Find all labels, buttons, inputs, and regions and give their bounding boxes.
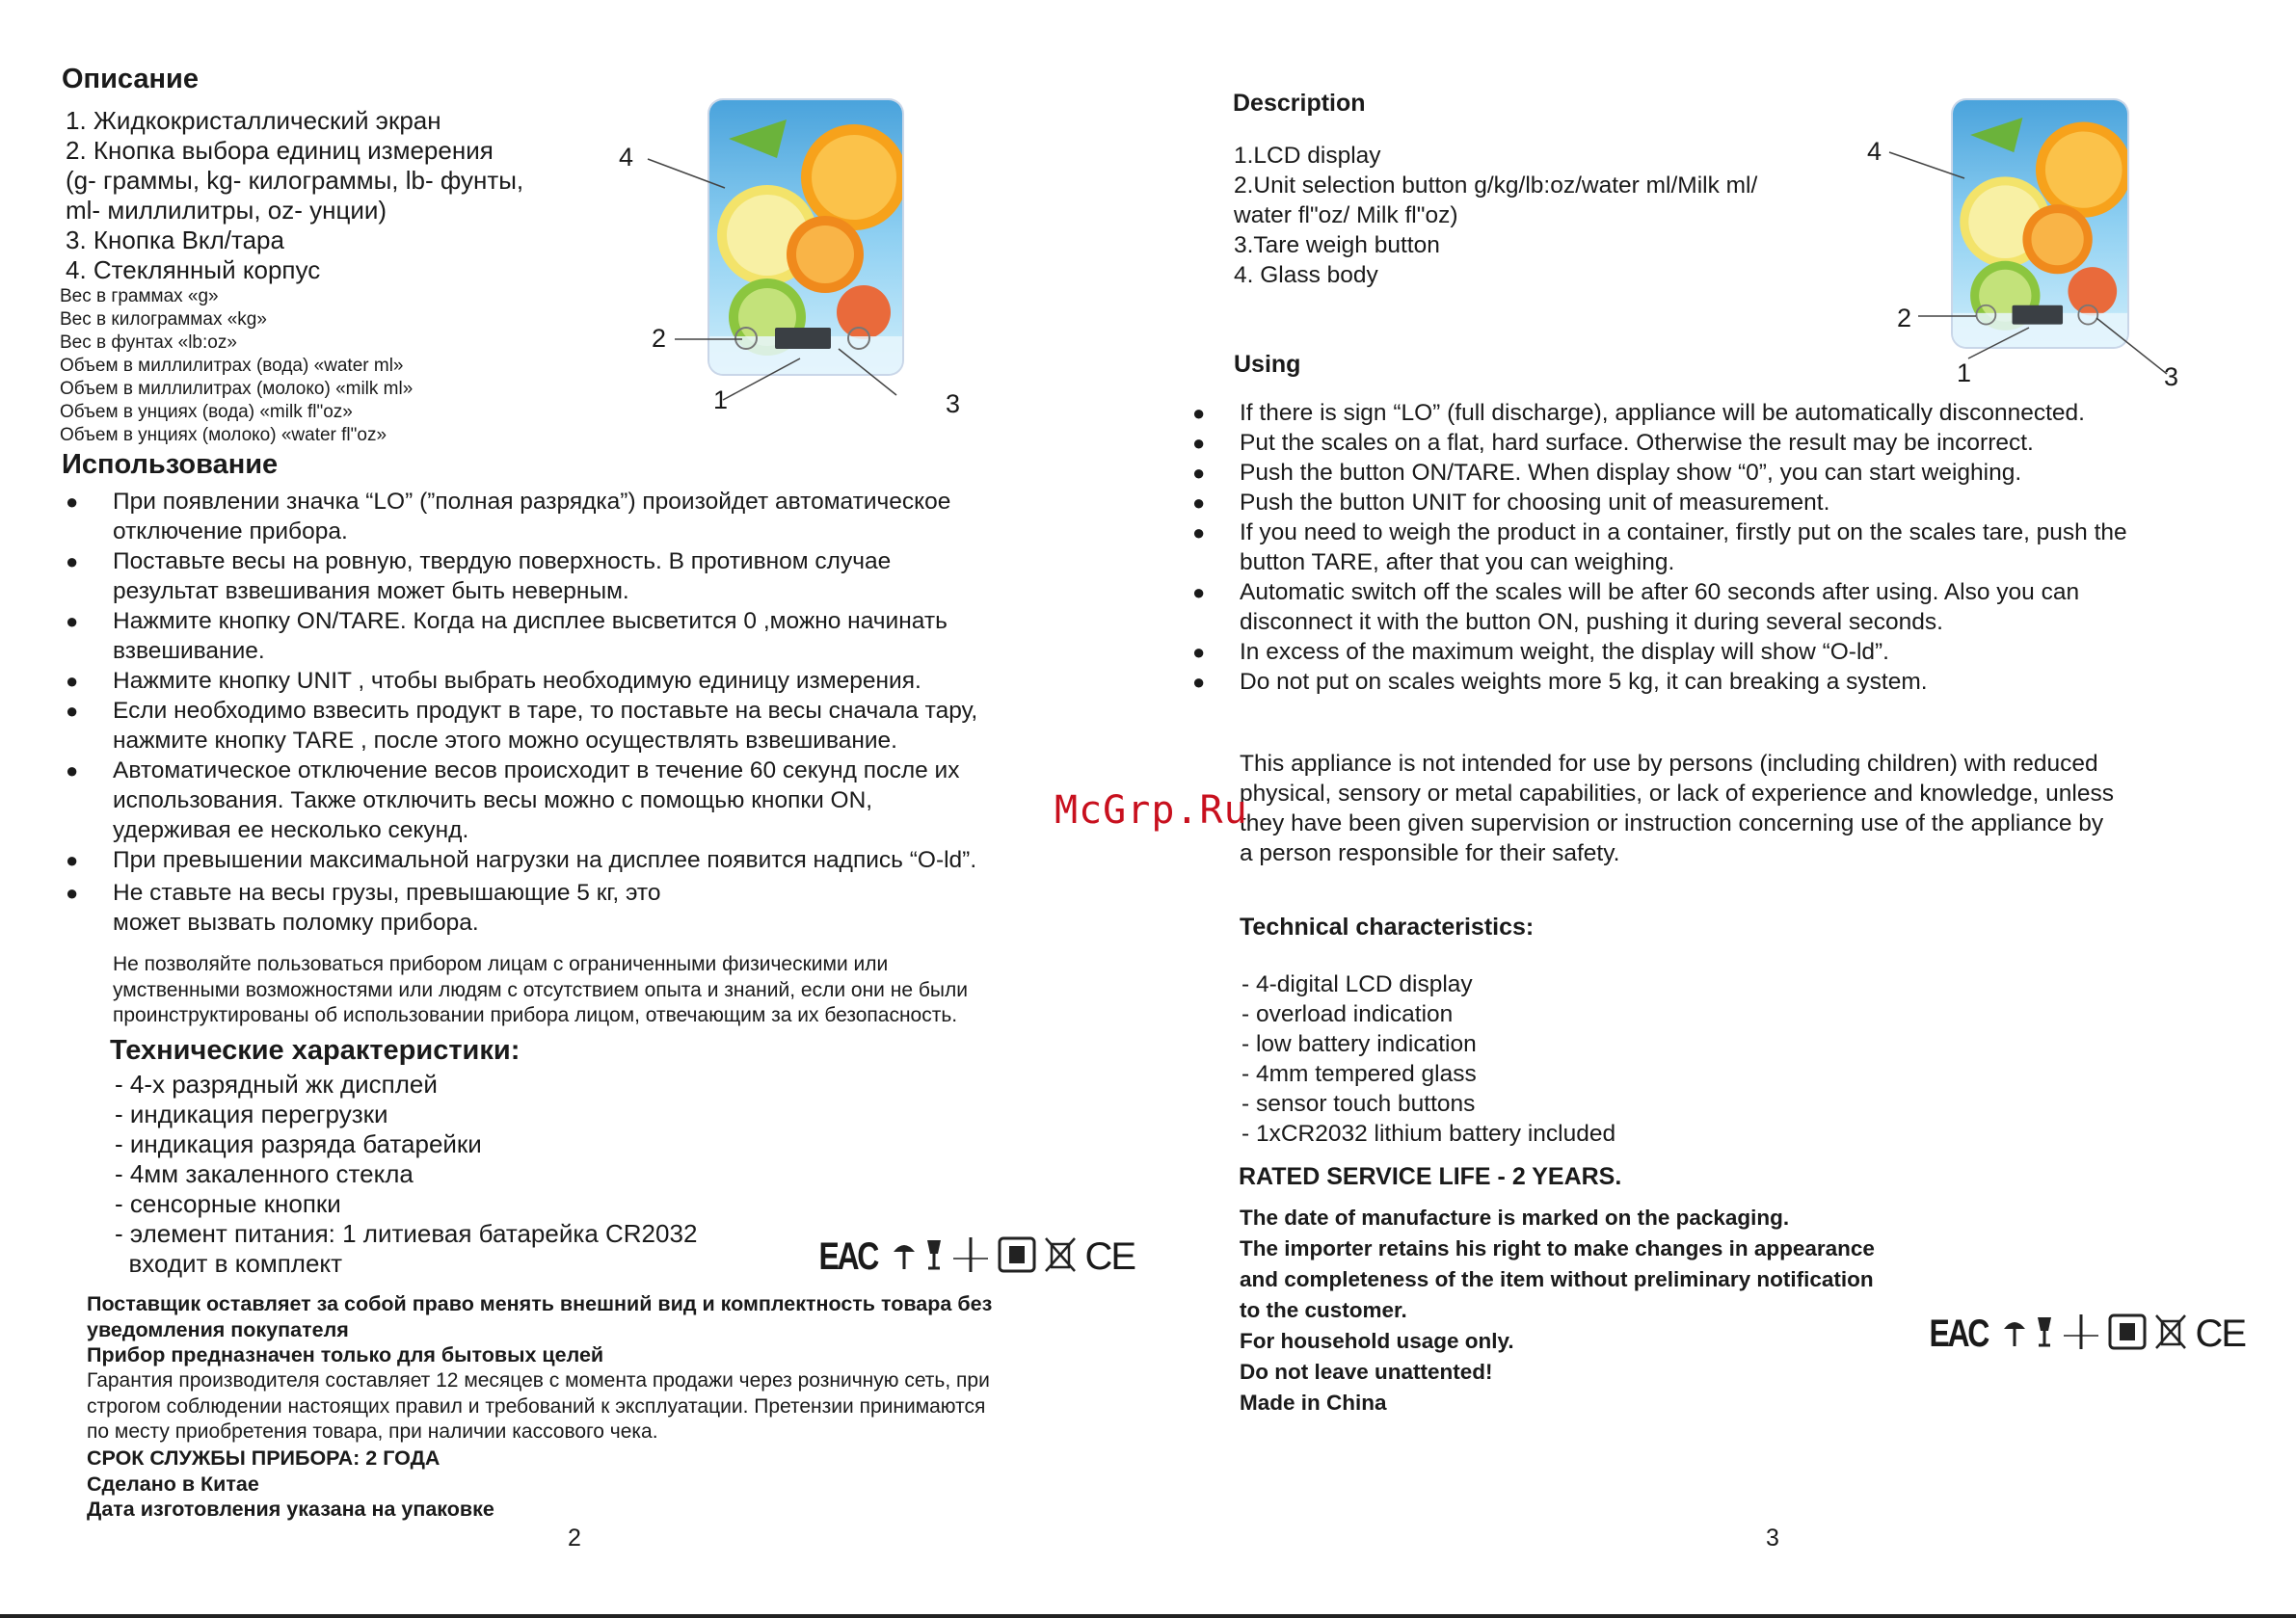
left-description-title: Описание	[62, 64, 199, 94]
desc-item: water fl"oz/ Milk fl"oz)	[1234, 202, 1458, 228]
unit-item: Объем в унциях (вода) «milk fl"oz»	[60, 402, 353, 422]
tech-item: - 4-х разрядный жк дисплей	[115, 1070, 438, 1099]
eac-mark-icon: EAC	[818, 1235, 877, 1278]
desc-item: 2. Кнопка выбора единиц измерения	[66, 136, 494, 165]
right-page-number: 3	[1766, 1525, 1779, 1552]
left-description-list	[66, 106, 523, 285]
usage-item: ● Если необходимо взвесить продукт в таре, то поставьте на весы сначала тару, нажмите кнопку TARE , после этого можно осуществлять взвешивание.	[66, 698, 978, 754]
bullet-icon: ●	[66, 881, 79, 905]
right-usage-list	[1192, 398, 2127, 697]
desc-item: 4. Стеклянный корпус	[66, 255, 321, 284]
unit-item: Вес в граммах «g»	[60, 286, 219, 306]
right-usage-title: Using	[1234, 351, 1301, 378]
unit-item: Объем в унциях (молоко) «water fl"oz»	[60, 425, 387, 445]
bullet-icon: ●	[1192, 580, 1206, 604]
right-certification-marks	[1922, 1313, 2245, 1356]
left-certification-marks	[812, 1235, 1135, 1279]
usage-item: ● Не ставьте на весы грузы, превышающие 5 кг, это может вызвать поломку прибора.	[66, 880, 661, 936]
bullet-icon: ●	[1192, 431, 1206, 455]
right-description-title: Description	[1233, 90, 1366, 117]
bullet-icon: ●	[1192, 461, 1206, 485]
usage-item: ● Put the scales on a flat, hard surface. Otherwise the result may be incorrect.	[1192, 430, 2034, 456]
left-tech-title: Технические характеристики:	[110, 1035, 521, 1066]
tech-item: - индикация перегрузки	[115, 1100, 388, 1128]
right-tech-list	[1241, 969, 1615, 1149]
tech-item: - 1xCR2032 lithium battery included	[1241, 1121, 1616, 1147]
this-way-up-icon	[2062, 1313, 2100, 1356]
desc-item: 3. Кнопка Вкл/тара	[66, 225, 284, 254]
usage-item: ● If you need to weigh the product in a container, firstly put on the scales tare, push the button TARE, after that you can weighing.	[1192, 519, 2127, 575]
crossed-bin-icon	[1044, 1236, 1077, 1278]
bullet-icon: ●	[66, 609, 79, 633]
ce-mark-icon: CE	[2195, 1313, 2246, 1355]
usage-item: ● При появлении значка “LO” (”полная разрядка”) произойдет автоматическое отключение прибора.	[66, 489, 951, 544]
left-warranty-text: Гарантия производителя составляет 12 месяцев с момента продажи через розничную сеть, при строгом соблюдении настоящих правил и требований к эксплуатации. Претензии принимаются по месту приобретения товара, при наличии кассового чека.	[87, 1369, 990, 1443]
bullet-icon: ●	[1192, 520, 1206, 544]
ce-mark-icon: CE	[1084, 1235, 1135, 1278]
desc-item: 4. Glass body	[1234, 262, 1378, 288]
glass-fragile-icon	[924, 1236, 944, 1278]
right-footer-bold: The date of manufacture is marked on the packaging. The importer retains his right to make changes in appearance and completeness of the item without preliminary notification to the customer. For household usage only. Do not leave unattented! Made in China	[1240, 1206, 1875, 1415]
bullet-icon: ●	[66, 699, 79, 723]
left-page-number: 2	[568, 1525, 581, 1552]
eac-mark-icon: EAC	[1929, 1313, 1988, 1355]
callout-1: 1	[1957, 358, 1972, 387]
tech-item: - overload indication	[1241, 1001, 1454, 1027]
unit-item: Вес в фунтах «lb:oz»	[60, 332, 237, 353]
callout-4: 4	[619, 143, 634, 172]
umbrella-icon	[2002, 1313, 2027, 1355]
usage-item: ● Do not put on scales weights more 5 kg, it can breaking a system.	[1192, 669, 1928, 695]
crossed-bin-icon	[2154, 1313, 2187, 1355]
callout-1: 1	[713, 385, 729, 414]
usage-item: ● Push the button ON/TARE. When display show “0”, you can start weighing.	[1192, 460, 2022, 486]
callout-3: 3	[2164, 362, 2179, 391]
umbrella-icon	[892, 1236, 917, 1278]
callout-2: 2	[1897, 304, 1912, 332]
bullet-icon: ●	[66, 549, 79, 573]
desc-item: 2.Unit selection button g/kg/lb:oz/water ml/Milk ml/	[1234, 172, 1758, 199]
usage-item: ● При превышении максимальной нагрузки на дисплее появится надпись “O-ld”.	[66, 847, 977, 873]
handle-with-care-icon	[2108, 1313, 2147, 1355]
tech-item: - 4мм закаленного стекла	[115, 1159, 414, 1188]
right-safety-warning: This appliance is not intended for use by persons (including children) with reduced physical, sensory or metal capabilities, or lack of experience and knowledge, unless they have been given supervision or instruction concerning use of the appliance by a person responsible for their safety.	[1240, 751, 2114, 866]
tech-item: - элемент питания: 1 литиевая батарейка CR2032	[115, 1219, 698, 1248]
desc-item: 1. Жидкокристаллический экран	[66, 106, 441, 135]
usage-item: ● Automatic switch off the scales will be after 60 seconds after using. Also you can disconnect it with the button ON, pushing it during several seconds.	[1192, 579, 2080, 635]
usage-item: ● Автоматическое отключение весов происходит в течение 60 секунд после их использования. Также отключить весы можно с помощью кнопки ON, удерживая ее несколько секунд.	[66, 757, 960, 843]
left-tech-list	[115, 1070, 697, 1279]
bullet-icon: ●	[66, 758, 79, 782]
right-tech-title: Technical characteristics:	[1240, 914, 1535, 941]
callout-2: 2	[652, 324, 667, 353]
bullet-icon: ●	[1192, 640, 1206, 664]
desc-item: 1.LCD display	[1234, 143, 1381, 169]
bullet-icon: ●	[1192, 670, 1206, 694]
desc-item: (g- граммы, kg- килограммы, lb- фунты,	[66, 166, 524, 195]
bullet-icon: ●	[66, 490, 79, 514]
bullet-icon: ●	[1192, 401, 1206, 425]
right-callout-lines	[1860, 135, 2178, 395]
desc-item: 3.Tare weigh button	[1234, 232, 1440, 258]
tech-item: - 4-digital LCD display	[1241, 971, 1473, 997]
bullet-icon: ●	[66, 848, 79, 872]
desc-item: ml- миллилитры, oz- унции)	[66, 196, 387, 225]
tech-item: - sensor touch buttons	[1241, 1091, 1476, 1117]
unit-item: Вес в килограммах «kg»	[60, 309, 267, 330]
tech-item: - индикация разряда батарейки	[115, 1129, 482, 1158]
glass-fragile-icon	[2035, 1313, 2054, 1355]
bullet-icon: ●	[1192, 491, 1206, 515]
right-service-life: RATED SERVICE LIFE - 2 YEARS.	[1239, 1163, 1622, 1190]
bullet-icon: ●	[66, 669, 79, 693]
left-safety-warning: Не позволяйте пользоваться прибором лицам с ограниченными физическими или умственными возможностями или людям с отсутствием опыта и знаний, если они не были проинструктированы об использовании прибора лицом, отвечающим за их безопасность.	[113, 953, 968, 1026]
usage-item: ● Push the button UNIT for choosing unit of measurement.	[1192, 490, 1830, 516]
usage-item: ● Поставьте весы на ровную, твердую поверхность. В противном случае результат взвешивания может быть неверным.	[66, 548, 892, 604]
unit-item: Объем в миллилитрах (вода) «water ml»	[60, 356, 404, 376]
usage-item: ● If there is sign “LO” (full discharge), appliance will be automatically disconnected.	[1192, 400, 2085, 426]
left-footer-bold-2: СРОК СЛУЖБЫ ПРИБОРА: 2 ГОДА Сделано в Китае Дата изготовления указана на упаковке	[87, 1446, 494, 1521]
left-usage-title: Использование	[62, 449, 279, 480]
left-usage-list	[66, 487, 978, 938]
left-callout-lines	[617, 135, 945, 424]
usage-item: ● Нажмите кнопку UNIT , чтобы выбрать необходимую единицу измерения.	[66, 668, 921, 694]
callout-4: 4	[1867, 137, 1882, 166]
page-bottom-border	[0, 1614, 2296, 1618]
left-footer-bold: Поставщик оставляет за собой право менять внешний вид и комплектность товара без уведомления покупателя Прибор предназначен только для бытовых целей	[87, 1292, 993, 1366]
right-description-list	[1234, 141, 1757, 290]
watermark: McGrp.Ru	[1055, 788, 1248, 833]
tech-item: входит в комплект	[115, 1249, 343, 1278]
tech-item: - сенсорные кнопки	[115, 1189, 341, 1218]
unit-item: Объем в миллилитрах (молоко) «milk ml»	[60, 379, 414, 399]
this-way-up-icon	[951, 1235, 990, 1279]
usage-item: ● Нажмите кнопку ON/TARE. Когда на дисплее высветится 0 ,можно начинать взвешивание.	[66, 608, 948, 664]
callout-3: 3	[946, 389, 961, 418]
usage-item: ● In excess of the maximum weight, the display will show “O-ld”.	[1192, 639, 1889, 665]
left-units-list	[60, 285, 413, 447]
handle-with-care-icon	[998, 1236, 1036, 1278]
tech-item: - low battery indication	[1241, 1031, 1477, 1057]
tech-item: - 4mm tempered glass	[1241, 1061, 1477, 1087]
